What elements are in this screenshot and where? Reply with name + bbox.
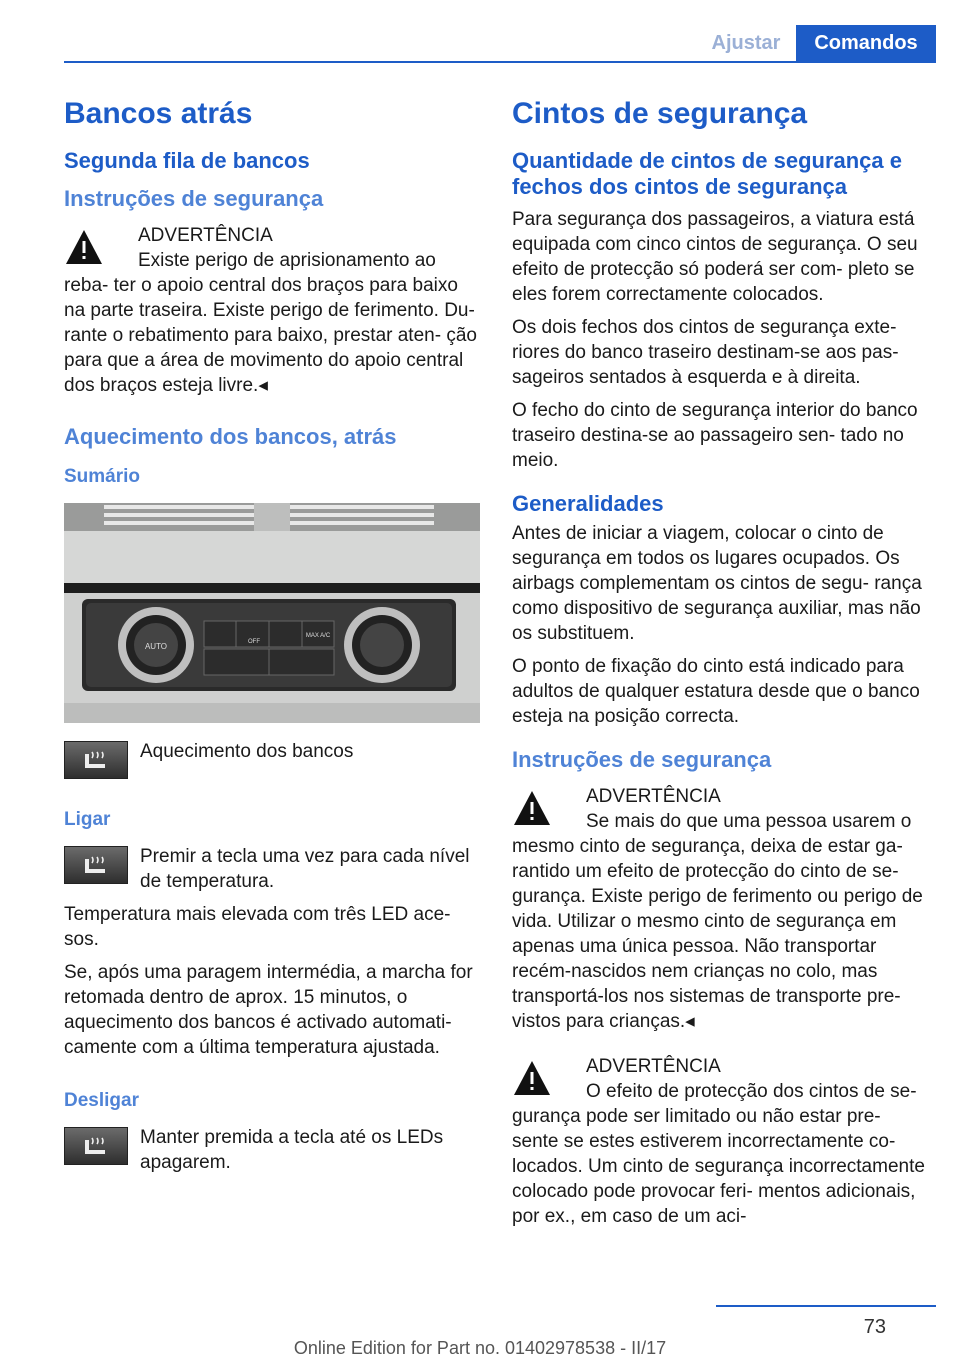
heading-off: Desligar [64,1089,139,1111]
seat-heating-caption: Aquecimento dos bancos [140,740,354,762]
section-title-seat-belts: Cintos de segurança [512,97,808,130]
warning-shared-belt [512,784,926,1034]
header-tabs [696,25,936,62]
seat-heating-icon [64,846,128,884]
general-paragraph-1: Antes de iniciar a viagem, colocar o cinto de segurança em todos os lugares ocupados. Os airbags complementam os cintos de segu- rança como dispositivo de segurança auxiliar, mas não os substituem. [512,523,922,645]
warning-incorrect-belt [512,1054,926,1229]
belt-count-paragraph-2: Os dois fechos dos cintos de segurança exte- riores do banco traseiro destinam-se aos pas- sageiros sentados à esquerda e à direita. [512,316,899,388]
warning-title: ADVERTÊNCIA [138,224,273,246]
warning-triangle-icon [512,788,580,828]
general-paragraph-2: O ponto de fixação do cinto está indicado para adultos de qualquer estatura desde que o banco esteja na posição correcta. [512,656,920,728]
subsection-second-row: Segunda fila de bancos [64,148,310,173]
auto-label: AUTO [144,641,168,651]
header-rule [64,61,936,63]
belt-count-paragraph-3: O fecho do cinto de segurança interior do banco traseiro destina-se ao passageiro sen- tado no meio. [512,399,918,471]
warning-triangle-icon [512,1058,580,1098]
climate-control-photo [64,503,480,723]
on-instruction-row [64,844,480,894]
warning-body: Existe perigo de aprisionamento ao reba- ter o apoio central dos braços para baixo na parte traseira. Existe perigo de ferimento. Du- rante o rebatimento para baixo, prestar aten- ção para que a área de movimento do apoio central dos braços esteja livre.◂ [64,249,477,396]
footer-rule [716,1305,936,1307]
warning-body: O efeito de protecção dos cintos de se- gurança pode ser limitado ou não estar pre- sente se estes estiverem incorrectamente co- locados. Um cinto de segurança incorrectamente colocado pode provocar feri- mentos adicionais, por ex., em caso de um aci- [512,1080,925,1227]
right-column [512,96,926,1241]
on-paragraph-2: Se, após uma paragem intermédia, a marcha for retomada dentro de aprox. 15 minutos, o aquecimento dos bancos é activado automati- camente com a última temperatura ajustada. [64,961,473,1058]
heading-on: Ligar [64,808,111,830]
subsection-general: Generalidades [512,490,664,516]
warning-triangle-icon [64,227,132,267]
warning-title: ADVERTÊNCIA [586,1055,721,1077]
off-instruction: Manter premida a tecla até os LEDs apagarem. [140,1126,444,1173]
on-instruction: Premir a tecla uma vez para cada nível de temperatura. [140,845,470,892]
warning-body: Se mais do que uma pessoa usarem o mesmo cinto de segurança, deixa de estar ga- rantido um efeito de protecção do cinto de se- gurança. Existe perigo de ferimento ou perigo de vida. Utilizar o mesmo cinto de segurança em apenas uma única pessoa. Não transportar recém-nascidos nem crianças no colo, mas transportá-los nos sistemas de transporte pre- vistos para crianças.◂ [512,810,923,1032]
tab-comandos[interactable]: Comandos [796,25,936,62]
off-instruction-row [64,1125,480,1175]
max-ac-label: MAX A/C [305,632,331,639]
left-column [64,96,480,1183]
subsection-belt-count: Quantidade de cintos de segurança e fechos dos cintos de segurança [512,148,902,200]
heading-safety-right: Instruções de segurança [512,747,772,773]
tab-ajustar[interactable]: Ajustar [696,25,796,62]
off-label: OFF [248,638,260,645]
page-number: 73 [863,1316,886,1338]
section-title-rear-seats: Bancos atrás [64,97,253,130]
edition-footer: Online Edition for Part no. 01402978538 - II/17 [293,1338,667,1358]
heading-safety-left: Instruções de segurança [64,186,324,212]
warning-title: ADVERTÊNCIA [586,785,721,807]
heading-seat-heating: Aquecimento dos bancos, atrás [64,423,397,449]
rear-climate-panel-image [64,503,480,723]
seat-heating-icon [64,741,128,779]
on-paragraph-1: Temperatura mais elevada com três LED ace- sos. [64,903,451,950]
belt-count-paragraph-1: Para segurança dos passageiros, a viatura está equipada com cinco cintos de segurança. O seu efeito de protecção só poderá ser com- pleto se eles forem correctamente colocados. [512,208,918,305]
warning-armrest [64,223,480,398]
seat-heating-icon [64,1127,128,1165]
heading-summary: Sumário [64,466,141,488]
seat-heating-caption-row [64,739,480,779]
